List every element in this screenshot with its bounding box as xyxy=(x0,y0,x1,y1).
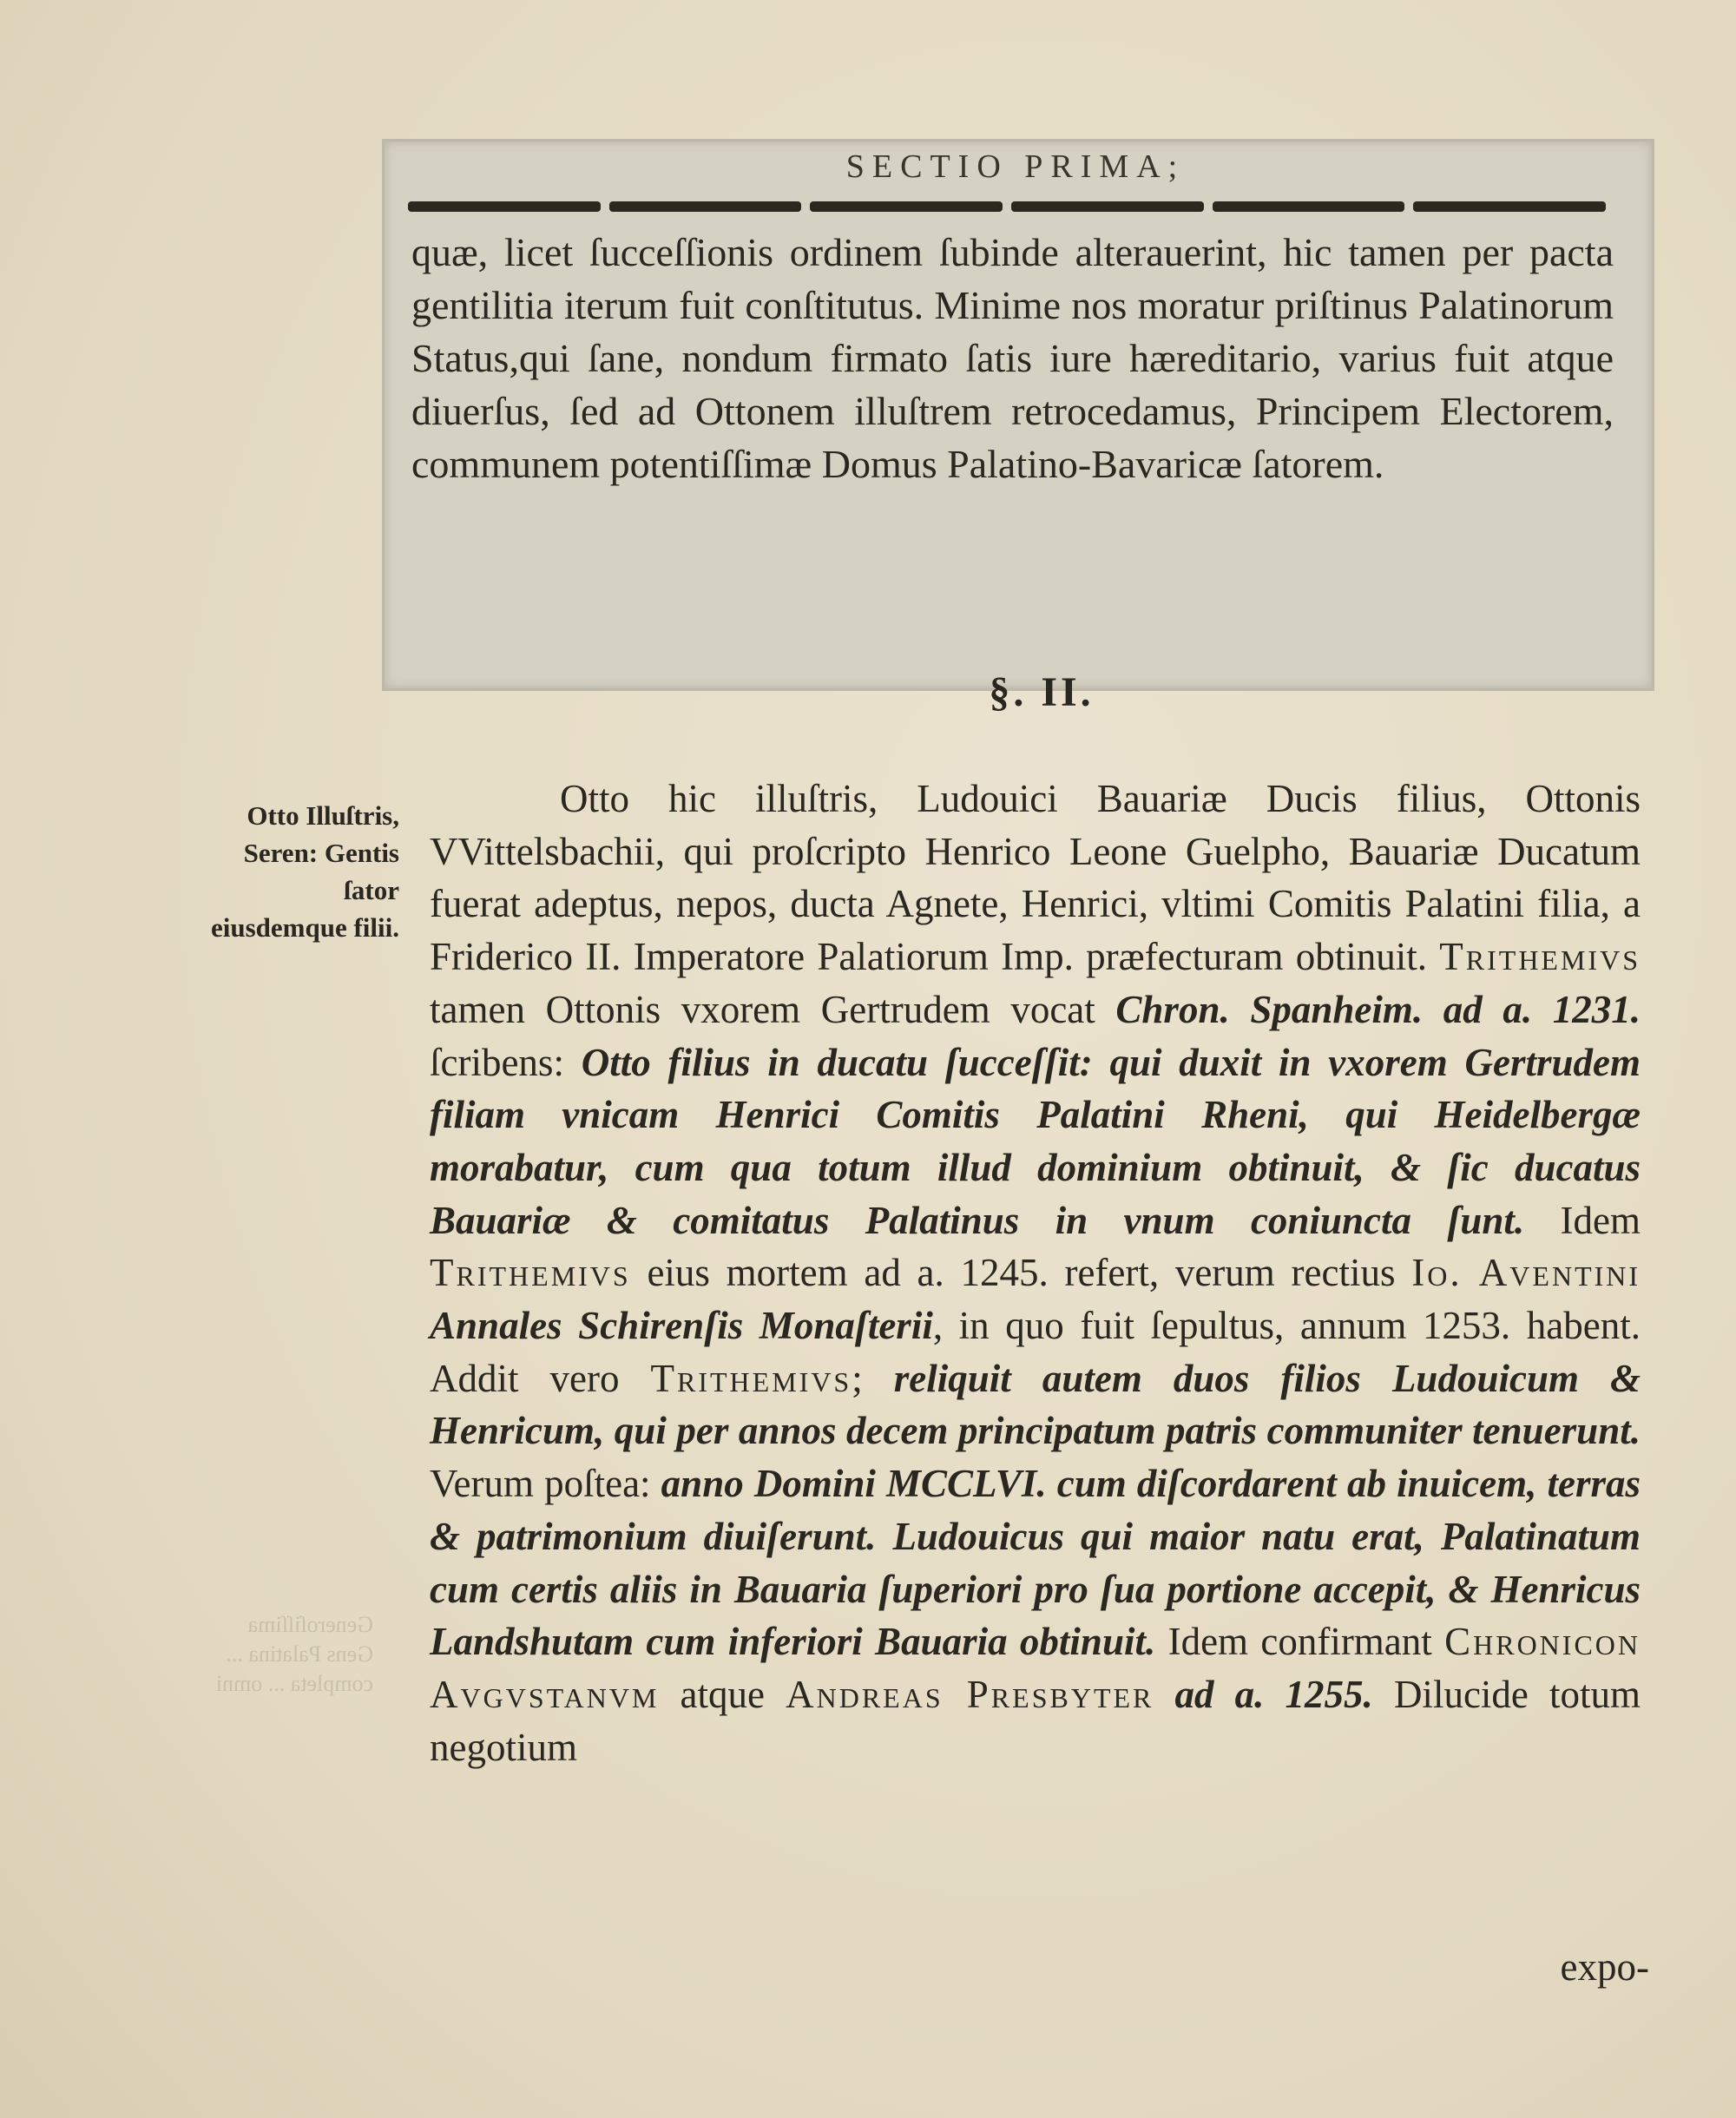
section-mark: §. II. xyxy=(989,669,1095,715)
main-paragraph-text xyxy=(430,773,1641,1773)
marginal-note-text: Otto Illuſtris, Seren: Gentis ſator eiusdemque filii. xyxy=(210,800,399,943)
text-run: Idem xyxy=(1560,1198,1641,1242)
main-paragraph xyxy=(430,773,1641,1773)
text-run: ; xyxy=(852,1356,863,1400)
author-name: Trithemivs xyxy=(430,1251,631,1295)
text-run: Verum poſtea: xyxy=(430,1462,651,1506)
citation: Annales Schirenſis Monaſterii xyxy=(430,1304,933,1348)
text-run: Idem confirmant xyxy=(1167,1620,1432,1664)
text-run: Dilucide totum negotium xyxy=(430,1672,1641,1769)
source-name: Chronicon Avgvstanvm xyxy=(430,1620,1641,1716)
citation: Chron. Spanheim. ad a. 1231. xyxy=(1115,987,1641,1031)
marginal-note xyxy=(208,797,399,946)
author-name: Andreas Presbyter xyxy=(786,1672,1154,1716)
text-run: eius mortem ad a. 1245. refert, verum rectius xyxy=(647,1251,1396,1295)
text-run: Otto hic illuſtris, Ludouici Bauariæ Ducis filius, Ottonis VVittelsbachii, qui proſcripto Henrico Leone Guelpho, Bauariæ Ducatum fuerat adeptus, nepos, ducta Agnete, Henrici, vltimi Comitis Palatini filia, a Friderico II. Imperatore Palatiorum Imp. præfecturam obtinuit. xyxy=(430,777,1641,979)
show-through-marginal: Generoſiſſima Gens Palatina ... completa ... omni xyxy=(215,1612,373,1696)
header-rule xyxy=(408,201,1606,212)
text-run: atque xyxy=(680,1672,765,1716)
text-run: tamen Ottonis vxorem Gertrudem vocat xyxy=(430,987,1095,1031)
author-name: Io. Aventini xyxy=(1411,1251,1641,1295)
quotation: Otto filius in ducatu ſucceſſit: qui duxit in vxorem Gertrudem filiam vnicam Henrici Comitis Palatini Rheni, qui Heidelbergæ morabatur, cum qua totum illud dominium obtinuit, & ſic ducatus Bauariæ & comitatus Palatinus in vnum coniuncta ſunt. xyxy=(430,1040,1641,1242)
text-run: ſcribens: xyxy=(430,1040,564,1084)
quotation: reliquit autem duos filios Ludouicum & Henricum, qui per annos decem principatum patris communiter tenuerunt. xyxy=(430,1356,1641,1453)
catchword: expo- xyxy=(1560,1945,1649,1989)
author-name: Trithemivs xyxy=(650,1356,852,1400)
top-paragraph xyxy=(411,226,1614,490)
author-name: Trithemivs xyxy=(1439,935,1641,979)
text-run: , in quo fuit ſepultus, annum 1253. habent. Addit vero xyxy=(430,1304,1641,1400)
quotation: anno Domini MCCLVI. cum diſcordarent ab inuicem, terras & patrimonium diuiſerunt. Ludouicus qui maior natu erat, Palatinatum cum certis aliis in Bauaria ſuperiori pro ſua portione accepit, & Henricus Landshutam cum inferiori Bauaria obtinuit. xyxy=(430,1462,1641,1664)
top-paragraph-text: quæ, licet ſucceſſionis ordinem ſubinde alterauerint, hic tamen per pacta gentilitia iterum fuit conſtitutus. Minime nos moratur priſtinus Palatinorum Status,qui ſane, nondum firmato ſatis iure hæreditario, varius fuit atque diuerſus, ſed ad Ottonem illuſtrem retrocedamus, Principem Electorem, communem potentiſſimæ Domus Palatino-Bavaricæ ſatorem. xyxy=(411,230,1614,486)
citation: ad a. 1255. xyxy=(1174,1672,1373,1716)
running-head: SECTIO PRIMA; xyxy=(845,148,1186,185)
